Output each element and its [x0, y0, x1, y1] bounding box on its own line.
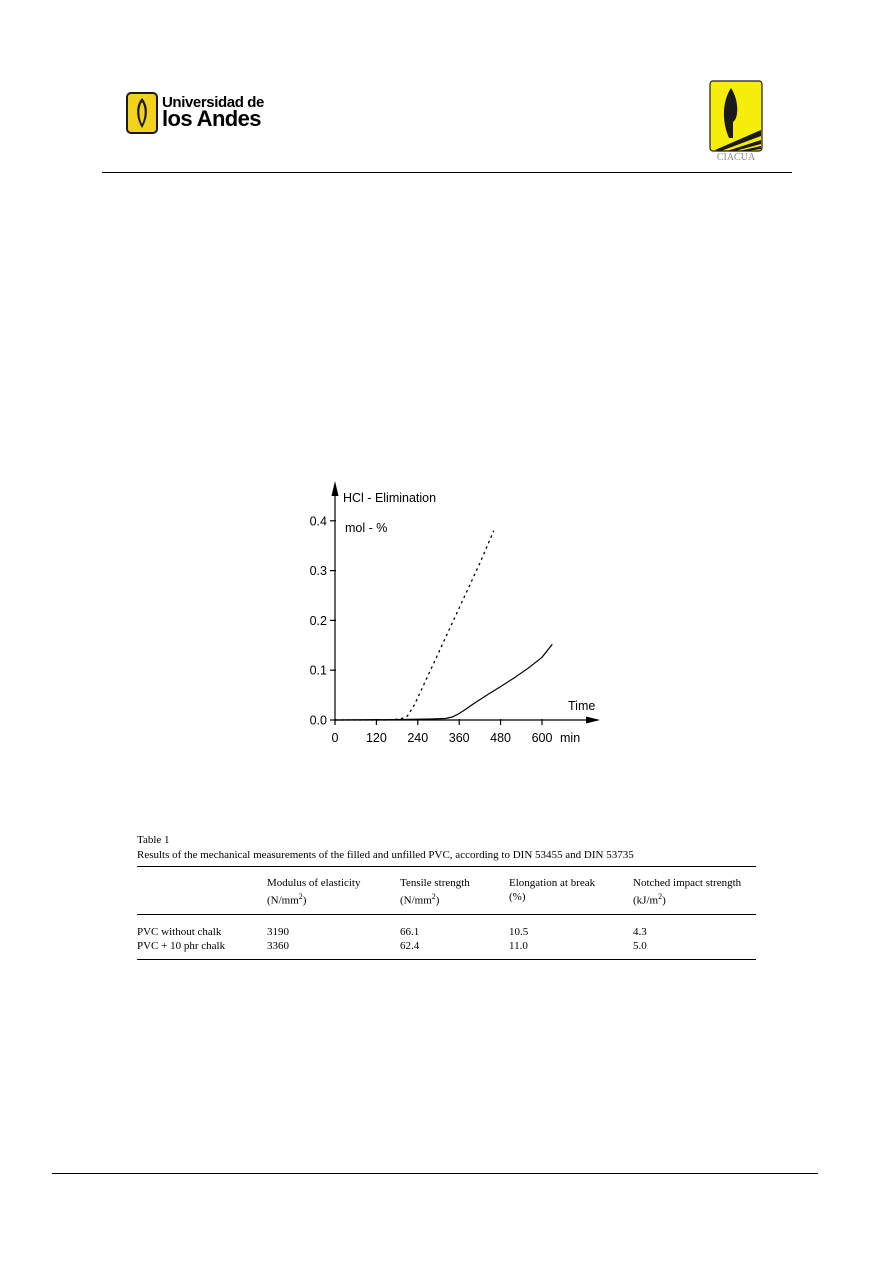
chart-svg: [300, 478, 600, 750]
table-cell: 4.3: [633, 925, 647, 938]
x-tick-label: 480: [490, 731, 512, 745]
column-name: Elongation at break: [509, 877, 596, 889]
column-unit: $(N/mm^2)$: [267, 892, 307, 907]
shield-icon: [126, 92, 158, 134]
x-axis-label: Time: [568, 699, 596, 713]
dashed-series-line: [335, 531, 494, 720]
table-cell: 10.5: [509, 925, 529, 938]
table-header-row: [137, 867, 756, 915]
table-cell: 11.0: [509, 939, 528, 952]
column-unit: (%): [509, 891, 526, 903]
ciacua-wordmark: CIACUA: [716, 152, 756, 163]
table-caption-title: Table 1: [137, 834, 170, 846]
table-caption: [137, 833, 777, 863]
x-tick-label: 360: [448, 731, 470, 745]
x-tick-label: 600: [531, 731, 553, 745]
table-header-cell: [633, 867, 756, 915]
header-divider: [102, 172, 792, 173]
y-tick-label: 0.1: [309, 663, 327, 678]
table-caption-text: Results of the mechanical measurements of the filled and unfilled PVC, according to DIN 53455 and DIN 53735: [137, 849, 634, 861]
university-name-line1: Universidad de: [162, 94, 264, 111]
table-cell: PVC without chalk: [137, 925, 222, 938]
chart-axes: [332, 481, 601, 724]
x-tick-label: 120: [365, 731, 387, 745]
x-tick-label: 0: [331, 731, 339, 745]
y-tick-label: 0.4: [309, 514, 327, 529]
x-tick-label: 240: [407, 731, 429, 745]
y-axis-label: HCl - Elimination: [343, 491, 437, 505]
hcl-elimination-chart: [300, 478, 600, 750]
x-axis-arrow: [586, 717, 600, 724]
table-cell: 66.1: [400, 925, 420, 938]
table-row: [137, 914, 756, 939]
table-cell: 5.0: [633, 939, 647, 952]
table-cell: 3360: [267, 939, 289, 952]
mechanical-measurements-table: [137, 866, 756, 960]
column-name: Modulus of elasticity: [267, 877, 361, 889]
y-tick-label: 0.3: [309, 564, 327, 579]
y-tick-label: 0.0: [309, 713, 327, 728]
table-cell: 62.4: [400, 939, 420, 952]
table-row: [137, 939, 756, 960]
y-axis-arrow: [332, 481, 339, 496]
column-unit: $(N/mm^2)$: [400, 892, 440, 907]
y-tick-label: 0.2: [309, 613, 327, 628]
footer-divider: [52, 1173, 818, 1174]
x-axis-unit: min: [560, 731, 581, 745]
university-name-line2: los Andes: [162, 106, 261, 131]
table-header-cell: [509, 867, 633, 915]
chart-series: [335, 531, 552, 720]
chart-ticks: [310, 514, 553, 745]
table-cell: PVC + 10 phr chalk: [137, 939, 226, 952]
solid-series-line: [335, 644, 552, 720]
table-header-cell: [267, 867, 400, 915]
column-name: Notched impact strength: [633, 877, 742, 889]
table-header-cell: [400, 867, 509, 915]
column-unit: $(kJ/m^2)$: [633, 892, 666, 907]
table-header-cell: [137, 867, 267, 915]
column-name: Tensile strength: [400, 877, 470, 889]
y-axis-unit: mol - %: [345, 521, 388, 535]
table-cell: 3190: [267, 925, 289, 938]
